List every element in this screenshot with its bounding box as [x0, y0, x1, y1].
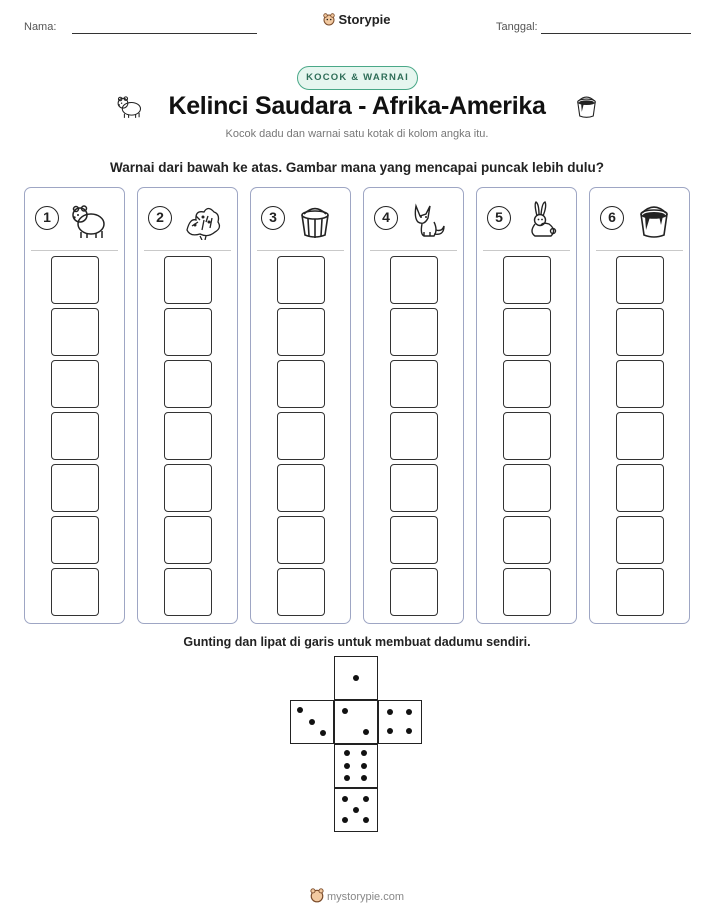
column-divider [257, 250, 344, 251]
date-line[interactable] [541, 33, 691, 34]
bear-icon [69, 200, 109, 240]
color-box[interactable] [616, 360, 664, 408]
die-face-3 [290, 700, 334, 744]
color-box[interactable] [616, 308, 664, 356]
color-box[interactable] [164, 360, 212, 408]
die-pip [363, 729, 369, 735]
race-column-6 [589, 187, 690, 624]
die-pip [344, 775, 350, 781]
die-pip [363, 817, 369, 823]
die-pip [353, 675, 359, 681]
die-pip [342, 796, 348, 802]
column-divider [596, 250, 683, 251]
die-pip [387, 728, 393, 734]
tub-icon [295, 200, 335, 240]
die-pip [387, 709, 393, 715]
color-box[interactable] [277, 516, 325, 564]
name-label: Nama: [24, 21, 57, 33]
color-box[interactable] [503, 308, 551, 356]
color-box[interactable] [164, 308, 212, 356]
die-face-1 [334, 656, 378, 700]
color-box[interactable] [390, 308, 438, 356]
column-number: 2 [148, 206, 172, 230]
color-box[interactable] [390, 256, 438, 304]
color-box[interactable] [164, 464, 212, 512]
color-box[interactable] [616, 464, 664, 512]
activity-badge: KOCOK & WARNAI [297, 66, 418, 90]
die-pip [297, 707, 303, 713]
die-pip [342, 817, 348, 823]
race-column-5 [476, 187, 577, 624]
column-number: 3 [261, 206, 285, 230]
color-box[interactable] [277, 308, 325, 356]
footer-url[interactable]: mystorypie.com [326, 891, 405, 903]
race-column-2 [137, 187, 238, 624]
brand [0, 12, 714, 27]
subtitle: Kocok dadu dan warnai satu kotak di kolom angka itu. [225, 128, 489, 140]
color-box[interactable] [277, 412, 325, 460]
column-divider [483, 250, 570, 251]
race-column-1 [24, 187, 125, 624]
color-box[interactable] [503, 464, 551, 512]
color-box[interactable] [51, 516, 99, 564]
color-box[interactable] [390, 516, 438, 564]
color-box[interactable] [503, 516, 551, 564]
color-box[interactable] [277, 360, 325, 408]
die-pip [342, 708, 348, 714]
die-face-2 [334, 700, 378, 744]
die-face-5 [334, 788, 378, 832]
die-pip [344, 763, 350, 769]
color-box[interactable] [503, 412, 551, 460]
color-box[interactable] [503, 360, 551, 408]
column-divider [370, 250, 457, 251]
color-box[interactable] [51, 464, 99, 512]
rabbit-icon [521, 200, 561, 240]
storypie-logo-icon [323, 13, 335, 26]
instruction: Warnai dari bawah ke atas. Gambar mana yang mencapai puncak lebih dulu? [110, 160, 604, 175]
color-box[interactable] [51, 360, 99, 408]
die-net [290, 656, 424, 834]
date-label: Tanggal: [496, 21, 538, 33]
color-box[interactable] [164, 568, 212, 616]
die-face-6 [334, 744, 378, 788]
column-divider [31, 250, 118, 251]
name-line[interactable] [72, 33, 257, 34]
fox-icon [408, 200, 448, 240]
column-number: 6 [600, 206, 624, 230]
die-pip [406, 709, 412, 715]
column-number: 5 [487, 206, 511, 230]
die-pip [361, 750, 367, 756]
color-box[interactable] [164, 256, 212, 304]
color-box[interactable] [51, 568, 99, 616]
color-box[interactable] [390, 464, 438, 512]
color-box[interactable] [164, 516, 212, 564]
storypie-logo-icon [310, 888, 324, 903]
column-number: 1 [35, 206, 59, 230]
bramble-bush-icon [182, 200, 222, 240]
color-box[interactable] [503, 256, 551, 304]
die-face-4 [378, 700, 422, 744]
footer [0, 888, 714, 903]
color-box[interactable] [616, 568, 664, 616]
color-box[interactable] [616, 412, 664, 460]
color-box[interactable] [503, 568, 551, 616]
color-box[interactable] [51, 412, 99, 460]
die-pip [363, 796, 369, 802]
tar-bucket-icon [634, 200, 674, 240]
die-pip [344, 750, 350, 756]
column-number: 4 [374, 206, 398, 230]
color-box[interactable] [277, 568, 325, 616]
die-pip [320, 730, 326, 736]
tar-bucket-icon [573, 92, 600, 121]
color-box[interactable] [164, 412, 212, 460]
color-box[interactable] [390, 568, 438, 616]
race-column-3 [250, 187, 351, 624]
column-divider [144, 250, 231, 251]
color-box[interactable] [616, 516, 664, 564]
color-box[interactable] [390, 412, 438, 460]
color-box[interactable] [277, 256, 325, 304]
die-pip [353, 807, 359, 813]
die-pip [361, 775, 367, 781]
die-pip [309, 719, 315, 725]
brand-name: Storypie [338, 12, 391, 27]
color-box[interactable] [277, 464, 325, 512]
color-box[interactable] [390, 360, 438, 408]
race-column-4 [363, 187, 464, 624]
page-title: Kelinci Saudara - Afrika-Amerika [168, 92, 546, 120]
color-box[interactable] [616, 256, 664, 304]
cut-instruction: Gunting dan lipat di garis untuk membuat dadumu sendiri. [183, 635, 531, 649]
color-box[interactable] [51, 308, 99, 356]
color-box[interactable] [51, 256, 99, 304]
die-pip [361, 763, 367, 769]
die-pip [406, 728, 412, 734]
